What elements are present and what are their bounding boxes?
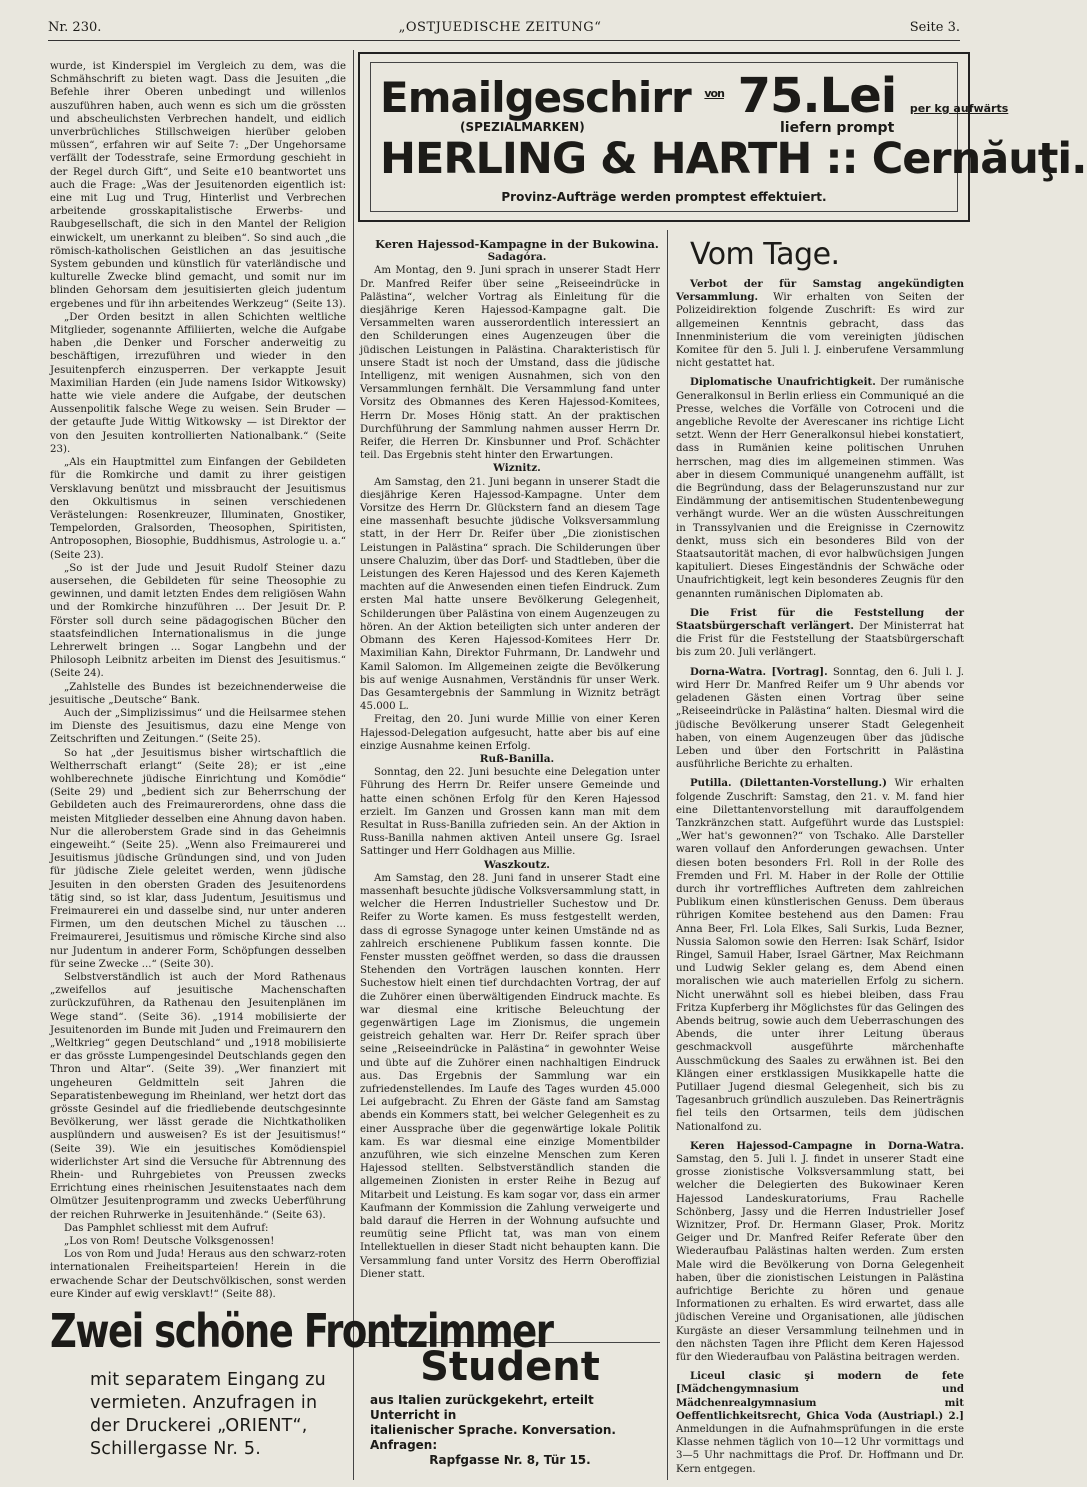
ad-emailgeschirr [358, 52, 1087, 222]
news-item-lead: Diplomatische Unaufrichtigkeit. [690, 376, 876, 389]
news-item [676, 1370, 964, 1476]
dateline: Waszkoutz. [484, 858, 550, 871]
news-item-lead: Keren Hajessod-Campagne in Dorna-Watra. [690, 1139, 964, 1152]
header-rule [48, 40, 960, 41]
ad-firm: HERLING & HARTH :: Cernăuţi. [380, 134, 1087, 184]
paragraph: Sonntag, den 22. Juni besuchte eine Delegation unter Führung des Herrn Dr. Reifer unsere Gemeinde und hatte einen schönen Erfolg für den Keren Hajessod erzielt. Im Ganzen und Grossen kann man mit dem Resultat in Russ-Banilla zufrieden sein. An der Aktion in Russ-Banilla nahmen aktiven Anteil unsere Gg. Israel Sattinger und Herr Goldhagen aus Millie. [360, 767, 660, 858]
ad-special: (SPEZIALMARKEN) [460, 120, 585, 134]
column-divider [353, 50, 354, 1480]
paragraph: Am Samstag, den 21. Juni begann in unserer Stadt die diesjährige Keren Hajessod-Kampagne. Unter dem Vorsitze des Herrn Dr. Glückstern fand an diesem Tage eine massenhaft besuchte jüdische Volksversammlung statt, in der Herr Dr. Reifer über „Die zionistischen Leistungen in Palästina“ sprach. Die Schilderungen über unsere Chaluzim, über das Dorf- und Stadtleben, über die Leistungen des Keren Hajessod und des Keren Kajemeth machten auf die Anwesenden einen tiefen Eindruck. Zum ersten Mal hatte unsere Bevölkerung Gelegenheit, Schilderungen über Palästina von einem Augenzeugen zu hören. An der Aktion beteiligten sich unter anderen der Obmann des Keren Hajessod-Komitees Herr Dr. Maximilian Kahn, Direktor Fuhrmann, Dr. Landwehr und Kamil Salomon. Im Allgemeinen zeigte die Bevölkerung bis auf wenige Ausnahmen, Verständnis für unser Werk. Das Gesamtergebnis der Sammlung in Wiznitz beträgt 45.000 L. [360, 476, 660, 713]
paragraph: Los von Rom und Juda! Heraus aus den schwarz-roten internationalen Freiheitsparteien! Herein in die erwachende Schar der Deutschvölkischen, sonst werden eure Kinder auf ewig versklavt!“ (Seite 88). [50, 1249, 346, 1300]
news-item-text: Sonntag, den 6. Juli l. J. wird Herr Dr. Manfred Reifer um 9 Uhr abends vor geladenen Gästen einen Vortrag über seine „Reiseeindrücke in Palästina“ halten. Diesmal wird die jüdische Bevölkerung unserer Stadt Gelegenheit haben, von einem Augenzeugen über das jüdische Leben und über den Fortschritt in Palästina ausführliche Berichte zu erhalten. [676, 666, 964, 771]
vom-tage-column [676, 238, 964, 1480]
keren-hajessod-column [360, 238, 660, 1342]
news-item-text: Der Ministerrat hat die Frist für die Feststellung der Staatsbürgerschaft bis zum 20. Juli verlängert. [676, 621, 964, 659]
news-item [676, 777, 964, 1133]
paragraph: Am Montag, den 9. Juni sprach in unserer Stadt Herr Dr. Manfred Reifer über seine „Reiseeindrücke in Palästina“, welcher Vortrag als Einleitung für die diesjährige Keren Hajessod-Kampagne galt. Die Versammelten waren ausserordentlich interessiert an den Schilderungen eines Augenzeugen über die jüdischen Leistungen in Palästina. Charakteristisch für unsere Stadt ist noch der Umstand, dass die jüdische Intelligenz, mit wenigen Ausnahmen, sich von den Versammlungen fernhält. Die Versammlung fand unter Vorsitz des Obmannes des Keren Hajessod-Komitees, Herrn Dr. Moses Hönig statt. An der praktischen Durchführung der Sammlung nahmen ausser Herrn Dr. Reifer, die Herren Dr. Kinsbunner und Prof. Schächter teil. Das Ergebnis steht hinter den Erwartungen. [360, 265, 660, 462]
section-title: Keren Hajessod-Kampagne in der Bukowina. [375, 237, 659, 251]
news-item-lead: Die Frist für die Feststellung der Staatsbürgerschaft verlängert. [676, 606, 964, 633]
news-item-lead: Dorna-Watra. [Vortrag]. [690, 665, 828, 678]
news-item [676, 278, 964, 370]
ad-headline: Emailgeschirr $^{von}$ 75.Lei per kg aufwärts [380, 68, 1009, 124]
ad-student-headline: Student [420, 1344, 600, 1390]
paragraph: So hat „der Jesuitismus bisher wirtschaftlich die Weltherrschaft erlangt“ (Seite 28); er ist „eine wohlberechnete jüdische Einrichtung und Komödie“ (Seite 29) und „bedient sich zur Beherrschung der Gebildeten auch des Freimaurerordens, ohne dass die meisten Mitglieder desselben eine Ahnung davon haben. Nur die alleroberstem Grade sind in das Geheimnis eingeweiht.“ (Seite 25). „Wenn also Freimaurerei und Jesuitismus jüdische Gründungen sind, und von Juden für jüdische Ziele geleitet werden, wenn jüdische Jesuiten in den obersten Graden des Jesuitenordens tätig sind, so ist klar, dass Judentum, Jesuitismus und Freimaurerei ein und dasselbe sind, nur unter anderen Firmen, um den deutschen Michel zu täuschen ... Freimaurerei, Jesuitismus und römische Kirche sind also nur Judentum in anderer Form, Schöpfungen desselben für seine Zwecke ...“ (Seite 30). [50, 747, 346, 970]
column-divider [667, 230, 668, 1480]
news-item-lead: Putilla. (Dilettanten-Vorstellung.) [690, 777, 887, 790]
article-jesuitism-column [50, 60, 346, 1303]
paragraph: „So ist der Jude und Jesuit Rudolf Steiner dazu ausersehen, die Gebildeten für seine Theosophie zu gewinnen, und damit letzten Endes dem religiösen Wahn und der Romkirche hinzuführen ... Der Jesuit Dr. P. Förster soll durch seine pädagogischen Bücher den staatsfeindlichen Internationalismus in die junge Lehrerwelt bringen ... Sogar Langbehn und der Philosoph Leibnitz arbeiten im Dienst des Jesuitismus.“ (Seite 24). [50, 562, 346, 680]
paragraph: „Los von Rom! Deutsche Volksgenossen! [64, 1236, 275, 1248]
paragraph: Auch der „Simplizissimus“ und die Heilsarmee stehen im Dienste des Jesuitismus, dazu eine Menge von Zeitschriften und Zeitungen.“ (Seite 25). [50, 707, 346, 746]
news-item [676, 376, 964, 600]
news-item-text: Der rumänische Generalkonsul in Berlin erliess ein Communiqué an die Presse, welches die Vorfälle von Cotroceni und die angebliche Revolte der Averescaner ins richtige Licht setzt. Wenn der Herr Generalkonsul hiebei konstatiert, dass in Rumänien keine politischen Unruhen herrschen, mag dies im allgemeinen stimmen. Was aber in diesem Communiqué unangenehm auffällt, ist die Begründung, dass der Belagerunszustand nur zur Eindämmung der antisemitischen Studentenbewegung verhängt wurde. Wer an die wüsten Ausschreitungen in Transsylvanien und die Ereignisse in Czernowitz denkt, muss sich ein besonderes Bild von der Staatsautorität machen, di evor halbwüchsigen Jungen kapituliert. Dieses Eingeständnis der Schwäche oder Unaufrichtigkeit, legt kein besonderes Zeugnis für den genannten rumänischen Diplomaten ab. [676, 377, 964, 600]
paragraph: „Zahlstelle des Bundes ist bezeichnenderweise die jesuitische „Deutsche“ Bank. [50, 681, 346, 706]
news-item [676, 666, 964, 772]
ad-frontzimmer-headline: Zwei schöne Frontzimmer [50, 1304, 553, 1358]
news-item-text: Wir erhalten von Seiten der Polizeidirektion folgende Zuschrift: Es wird zur allgemeinen Kenntnis gebracht, dass das Innenministerium die vom vereinigten jüdischen Komitee für den 5. Juli l. J. einberufene Versammlung nicht gestattet hat. [676, 292, 964, 370]
paragraph: Das Pamphlet schliesst mit dem Aufruf: [64, 1222, 269, 1234]
ad-student-line: Rapfgasse Nr. 8, Tür 15. [429, 1453, 591, 1467]
ad-student-line: aus Italien zurückgekehrt, erteilt Unterricht in [370, 1393, 594, 1422]
news-item [676, 607, 964, 660]
news-item-text: Anmeldungen in die Aufnahmsprüfungen in die erste Klasse nehmen täglich von 10—12 Uhr vormittags und 3—5 Uhr nachmittags die Prof. Dr. Hoffmann und Dr. Kern entgegen. [676, 1424, 964, 1475]
column-heading: Vom Tage. [690, 237, 840, 272]
paragraph: Am Samstag, den 28. Juni fand in unserer Stadt eine massenhaft besuchte jüdische Volksversammlung statt, in welcher die Herren Industrieller Suchestow und Dr. Reifer zu Worte kamen. Es muss festgestellt werden, dass di egrosse Synagoge unter keinen Umstände nd as zahlreich erschienene Publikum fassen konnte. Die Fenster mussten geöffnet werden, so dass die draussen Stehenden den Vorträgen lauschen konnten. Herr Suchestow hielt einen tief durchdachten Vortrag, der auf die Zuhörer einen überwältigenden Eindruck machte. Es war diesmal eine kritische Beleuchtung der gegenwärtigen Lage im Zionismus, die ungemein geistreich gehalten war. Herr Dr. Reifer sprach über seine „Reiseeindrücke in Palästina“ in gewohnter Weise und übte auf die Zuhörer einen nachhaltigen Eindruck aus. Das Ergebnis der Sammlung war ein zufriedenstellendes. Im Laufe des Tages wurden 45.000 Lei aufgebracht. Zu Ehren der Gäste fand am Samstag abends ein Kommers statt, bei welcher Gelegenheit es zu einer Aussprache über die gegenwärtige lokale Politik kam. Es war diesmal eine einzige Momentbilder anzuführen, wie sich einzelne Menschen zum Keren Hajessod stellten. Selbstverständlich standen die allgemeinen Zionisten in erster Reihe in Bezug auf Mitarbeit und Leistung. Es kam sogar vor, dass ein armer Kaufmann der Kommission die Zahlung verweigerte und bald darauf die Herren in der Wohnung aufsuchte und reumütig seine Pflicht tat, was man von einem Intellektuellen in dieser Stadt nicht behaupten kann. Die Versammlung fand unter Vorsitz des Herrn Oberoffizial Diener statt. [360, 872, 660, 1280]
news-item-lead: Verbot der für Samstag angekündigten Versammlung. [676, 278, 964, 304]
paragraph: „Als ein Hauptmittel zum Einfangen der Gebildeten für die Romkirche und damit zu ihrer geistigen Versklavung benützt und missbraucht der Jesuitismus den Okkultismus in seinen verschiedenen Verästelungen: Rosenkreuzer, Illuminaten, Gnostiker, Tempelorden, Gralsorden, Theosophen, Spiritisten, Antroposophen, Biosophie, Buddhismus, Astrologie u. a.“ (Seite 23). [50, 457, 347, 561]
ad-liefern: liefern prompt [780, 120, 895, 136]
dateline: Ruß-Banilla. [479, 752, 555, 765]
masthead: „OSTJUEDISCHE ZEITUNG“ [398, 20, 602, 35]
paragraph: Selbstverständlich ist auch der Mord Rathenaus „zweifellos auf jesuitische Machenschaften zurückzuführen, da Rathenau den Jesuitenplänen im Wege stand“. (Seite 36). „1914 mobilisierte der Jesuitenorden im Bunde mit Juden und Freimaurern den „Weltkrieg“ gegen Deutschland“ und „1918 mobilisierte er das grösste Lumpengesindel Deutschlands gegen den Thron und Altar“. (Seite 39). „Wer finanziert mit ungeheuren Geldmitteln seit Jahren die Separatistenbewegung im Rheinland, wer hetzt dort das grösste Gesindel auf die friedliebende deutschgesinnte Bevölkerung, wer lässt gerade die Nichtkatholiken ausplündern und ausweisen? Es ist der Jesuitismus!“ (Seite 39). Wie ein jesuitisches Komödienspiel widerlichster Art sind die Versuche für Abtrennung des Rhein- und Ruhrgebietes von Preussen zwecks Errichtung eines rheinischen Jesuitenstaates nach dem Olmützer Jesuitenprogramm und zwecks Ueberführung der reichen Ruhrwerke in Jesuitenhände.“ (Seite 63). [50, 972, 346, 1221]
news-item-text: Wir erhalten folgende Zuschrift: Samstag, den 21. v. M. fand hier eine Dilettantenvorstellung mit darauffolgendem Tanzkränzchen statt. Aufgeführt wurde das Lustspiel: „Wer hat's gewonnen?“ von Tschako. Alle Darsteller waren vollauf den Anforderungen gewachsen. Unter diesen boten besonders Frl. Roll in der Rolle des Fremden und Frl. M. Haber in der Rolle der Ottilie durch ihr vortreffliches Auftreten dem zahlreichen Publikum einen künstlerischen Genuss. Dem überaus rührigen Komitee bestehend aus den Damen: Frau Anna Beer, Frl. Lola Elkes, Sali Surkis, Luda Bezner, Nussia Salomon sowie den Herren: Isak Schärf, Isidor Ringel, Samuil Haber, Israel Gärtner, Max Reichmann und Ludwig Sekler gelang es, dem Abend einen moralischen wie auch materiellen Erfolg zu sichern. Nicht unerwähnt soll es hiebei bleiben, dass Frau Fritza Kupferberg ihr Möglichstes für das Gelingen des Abends beitrug, sowie auch dem Ueberraschungen des Abends, die unter ihrer Leitung überaus geschmackvoll ausgeführte märchenhafte Ausschmückung des Saales zu erwähnen ist. Bei den Klängen einer erstklassigen Musikkapelle hatte die Putillaer Jugend diesmal Gelegenheit, sich bis zu Tagesanbruch gründlich auszuleben. Das Reinerträgnis fiel teils den Ortsarmen, teils dem jüdischen Nationalfond zu. [676, 778, 964, 1133]
ad-frontzimmer-line: Schillergasse Nr. 5. [90, 1439, 261, 1459]
ad-frontzimmer-line: vermieten. Anzufragen in [90, 1393, 318, 1413]
ad-student-line: italienischer Sprache. Konversation. Anfragen: [370, 1423, 616, 1452]
paragraph: Freitag, den 20. Juni wurde Millie von einer Keren Hajessod-Delegation aufgesucht, hatte aber bis auf eine einzige Ausnahme keinen Erfolg. [360, 714, 660, 752]
paragraph: wurde, ist Kinderspiel im Vergleich zu dem, was die Schmähschrift zu bieten wagt. Dass die Jesuiten „die Befehle ihrer Oberen unbedingt und willenlos auszuführen haben, auch wenn es sich um die grössten und abscheulichsten Verbrechen handelt, und eidlich unverbrüchliches Stillschweigen hierüber geloben müssen“, erfahren wir auf Seite 7: „Der Ungehorsame verfällt der Todesstrafe, seine Ermordung geschieht in der Regel durch Gift“, und Seite e10 beantwortet uns auch die Frage: „Was der Jesuitenorden eigentlich ist: eine mit Lug und Trug, Hinterlist und Verbrechen arbeitende grosskapitalistische Erwerbs- und Raubgesellschaft, die sich in den Mantel der Religion einwickelt, um unerkannt zu bleiben“. So sind auch „die römisch-katholischen Geistlichen an das jesuitische System gebunden und künstlich für vaterländische und kulturelle Zwecke blind gemacht, und somit nur im blinden Gehorsam dem jesuitisierten gleich judentum ergebenes und für ihn arbeitendes Werkzeug“ (Seite 13). [50, 61, 346, 310]
dateline: Wiznitz. [493, 462, 541, 475]
page-number: Nr. 230. [48, 20, 102, 35]
page-label: Seite 3. [909, 20, 960, 35]
paragraph: „Der Orden besitzt in allen Schichten weltliche Mitglieder, sogenannte Affiliierten, welche die Aufgabe haben ‚die Denker und Forscher anderweitig zu beschäftigen, irrezuführen und wieder in den Jesuitenpferch einzusperren. Der verkappte Jesuit Maximilian Harden (ein Jude namens Isidor Witkowsky) hatte wie viele andere die Aufgabe, der deutschen Aussenpolitik falsche Wege zu weisen. Sein Bruder — der getaufte Jude Wittig Witkowsky — ist Direktor der von den Jesuiten kontrollierten Nationalbank.“ (Seite 23). [50, 311, 346, 455]
page-header [0, 0, 1000, 40]
ad-frontzimmer-line: mit separatem Eingang zu [90, 1370, 326, 1390]
news-item-text: Samstag, den 5. Juli l. J. findet in unserer Stadt eine grosse zionistische Volksversammlung statt, bei welcher die Delegierten des Bukowinaer Keren Hajessod Landeskuratoriums, Frau Rachelle Schönberg, Jassy und die Herren Industrieller Josef Wiznitzer, Prof. Dr. Hermann Glaser, Prok. Moritz Geiger und Dr. Manfred Reifer Referate über den Wiederaufbau Palästinas halten werden. Zum ersten Male wird die Bevölkerung von Dorna Gelegenheit haben, über die zionistischen Leistungen in Palästina aufrichtige Berichte zu hören und genaue Informationen zu erhalten. Es wird erwartet, dass alle jüdischen Vereine und Organisationen, alle jüdischen Kurgäste an dieser Versammlung teilnehmen und in den nächsten Tagen ihre Pflicht dem Keren Hajessod für den Wiederaufbau von Palästina beitragen werden. [676, 1154, 964, 1364]
dateline: Sadagóra. [487, 251, 547, 264]
news-item [676, 1140, 964, 1364]
news-item-lead: Liceul clasic şi modern de fete [Mädchengymnasium und Mädchenrealgymnasium mit Oeffentlichkeitsrecht, Ghica Voda (Austriapl.) 2.] [676, 1370, 964, 1422]
ad-student [360, 1344, 660, 1467]
ad-provinz: Provinz-Aufträge werden promptest effektuiert. [501, 190, 827, 204]
ad-frontzimmer-line: der Druckerei „ORIENT“, [90, 1416, 308, 1436]
